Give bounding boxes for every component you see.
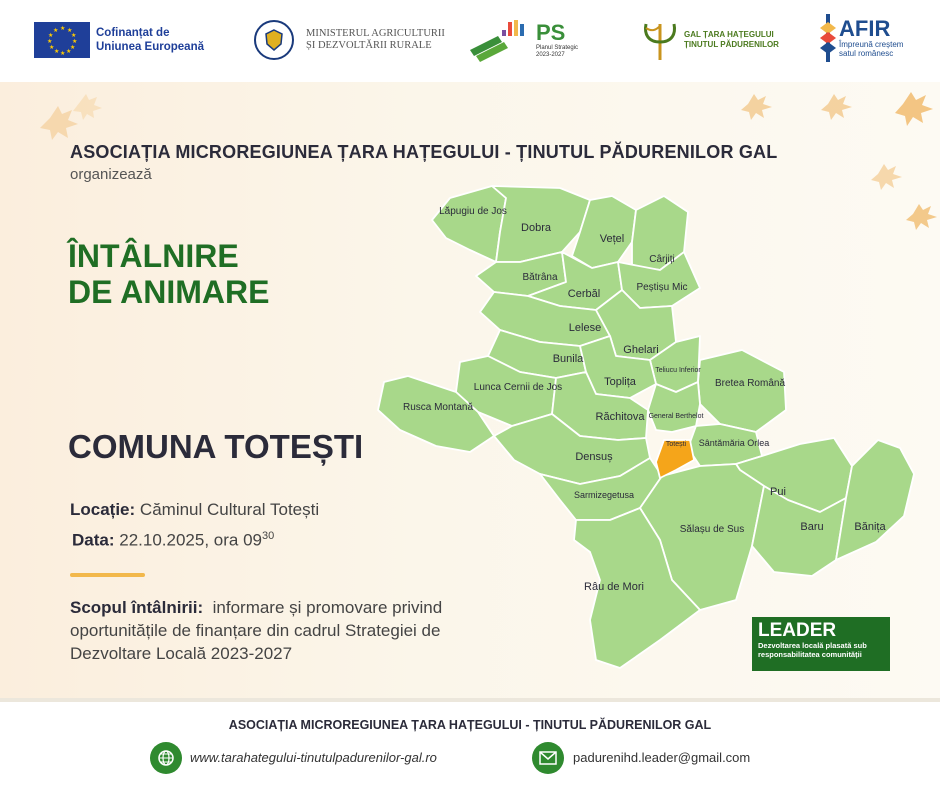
date-line	[72, 530, 274, 551]
eu-logo	[34, 22, 246, 58]
svg-text:★: ★	[54, 49, 60, 55]
leader-badge	[752, 617, 890, 671]
map-area-bretea	[698, 350, 786, 432]
afir-symbol-icon	[820, 14, 836, 62]
globe-icon	[150, 742, 182, 774]
gal-logo	[640, 18, 794, 62]
map-area-lapugiu	[432, 186, 506, 262]
map-label-pui: Pui	[770, 486, 786, 498]
map-label-vetel: Vețel	[599, 233, 625, 245]
date-label: Data:	[72, 530, 115, 550]
organizer-title: ASOCIAȚIA MICROREGIUNEA ȚARA HAȚEGULUI - ȚINUTUL PĂDURENILOR GAL	[70, 142, 778, 162]
region-map	[370, 180, 920, 680]
map-label-densus: Densuș	[575, 451, 613, 463]
event-title	[68, 238, 269, 310]
ps-stripes-icon	[468, 16, 532, 64]
svg-text:★: ★	[60, 26, 66, 32]
afir-title: AFIR	[839, 16, 891, 41]
map-label-sarmizegetusa: Sarmizegetusa	[573, 490, 635, 500]
ps-sub-line2: 2023-2027	[536, 52, 565, 58]
footer-title: ASOCIAȚIA MICROREGIUNEA ȚARA HAȚEGULUI - ȚINUTUL PĂDURENILOR GAL	[228, 718, 712, 732]
map-label-bunila: Bunila	[552, 353, 584, 365]
organizer-subtitle: organizează	[70, 166, 152, 183]
accent-divider	[70, 573, 145, 577]
event-title-line2: DE ANIMARE	[68, 274, 270, 310]
map-label-totesti: Totești	[665, 441, 687, 448]
map-label-lunca: Lunca Cernii de Jos	[473, 382, 563, 393]
map-label-batrana: Bătrâna	[522, 272, 558, 283]
ps-label: PS	[536, 20, 566, 45]
leader-subtitle: Dezvoltarea locală plasată sub responsabilitatea comunității	[758, 641, 867, 659]
svg-text:★: ★	[49, 45, 55, 51]
location-label: Locație:	[70, 500, 136, 519]
gal-line2: ȚINUTUL PĂDURENILOR	[684, 40, 779, 49]
autumn-leaves-left-icon	[30, 88, 110, 148]
map-label-toplita: Toplița	[604, 376, 636, 388]
map-label-rusca: Rusca Montană	[402, 402, 474, 413]
svg-text:★: ★	[53, 28, 59, 34]
location-value: Căminul Cultural Totești	[139, 500, 320, 519]
svg-text:★: ★	[48, 33, 54, 39]
leader-title: LEADER	[758, 620, 837, 641]
map-label-carjiti: Cârjiți	[649, 254, 675, 265]
map-label-baru: Baru	[800, 521, 824, 533]
map-label-pestisu: Peștișu Mic	[636, 282, 688, 293]
gov-seal-icon	[254, 20, 294, 60]
ministry-line2: ȘI DEZVOLTĂRII RURALE	[306, 40, 432, 51]
ministry-line1: MINISTERUL AGRICULTURII	[306, 28, 445, 39]
ministry-logo	[254, 20, 446, 60]
svg-text:★: ★	[60, 51, 66, 57]
map-label-cerbal: Cerbăl	[567, 288, 601, 300]
gal-tree-icon	[640, 18, 680, 62]
afir-sub-line2: satul românesc	[839, 49, 894, 58]
map-label-general: General Berthelot	[648, 413, 704, 420]
event-title-line1: ÎNTÂLNIRE	[68, 238, 239, 274]
footer	[0, 698, 940, 792]
svg-text:★: ★	[66, 49, 72, 55]
map-label-lelese: Lelese	[568, 322, 602, 334]
map-label-lapugiu: Lăpugiu de Jos	[439, 206, 507, 217]
scope-label: Scopul întâlnirii:	[70, 598, 204, 617]
svg-text:★: ★	[72, 39, 78, 45]
ps-sub-line1: Planul Strategic	[536, 45, 579, 51]
svg-text:★: ★	[70, 45, 76, 51]
svg-text:★: ★	[71, 33, 77, 39]
email-link[interactable]: padurenihd.leader@gmail.com	[573, 750, 751, 765]
svg-text:★: ★	[47, 39, 53, 45]
map-label-teliuc: Teliucu Inferior	[655, 367, 701, 374]
eu-flag-icon	[34, 22, 90, 58]
gal-line1: GAL ȚARA HAȚEGULUI	[684, 30, 774, 39]
scope-value: informare și promovare privind oportunitățile de finanțare din cadrul Strategiei de Dezvoltare Locală 2023-2027	[70, 598, 443, 663]
map-label-ghelari: Ghelari	[623, 344, 659, 356]
map-label-sintamaria: Sântămăria Orlea	[698, 438, 770, 448]
map-label-bretea: Bretea Română	[714, 378, 786, 389]
map-label-banita: Bănița	[854, 521, 886, 533]
ps-logo	[468, 16, 578, 64]
commune-title: COMUNA TOTEȘTI	[68, 428, 364, 465]
map-label-dobra: Dobra	[521, 222, 551, 234]
afir-logo	[820, 14, 903, 62]
date-minutes: 30	[261, 530, 275, 542]
eu-text-line1: Cofinanțat de	[96, 27, 170, 39]
eu-text-line2: Uniunea Europeană	[96, 41, 204, 53]
date-value: 22.10.2025, ora 09	[119, 530, 262, 550]
mail-icon	[532, 742, 564, 774]
map-label-raudemori: Râu de Mori	[584, 581, 644, 593]
location-line	[70, 500, 319, 520]
map-label-rachitova: Răchitova	[595, 411, 645, 423]
svg-text:★: ★	[67, 28, 73, 34]
website-link[interactable]: www.tarahategului-tinutulpadurenilor-gal.ro	[190, 750, 437, 765]
afir-sub-line1: Împreună creștem	[839, 40, 904, 49]
map-label-salasu: Sălașu de Sus	[679, 524, 745, 535]
